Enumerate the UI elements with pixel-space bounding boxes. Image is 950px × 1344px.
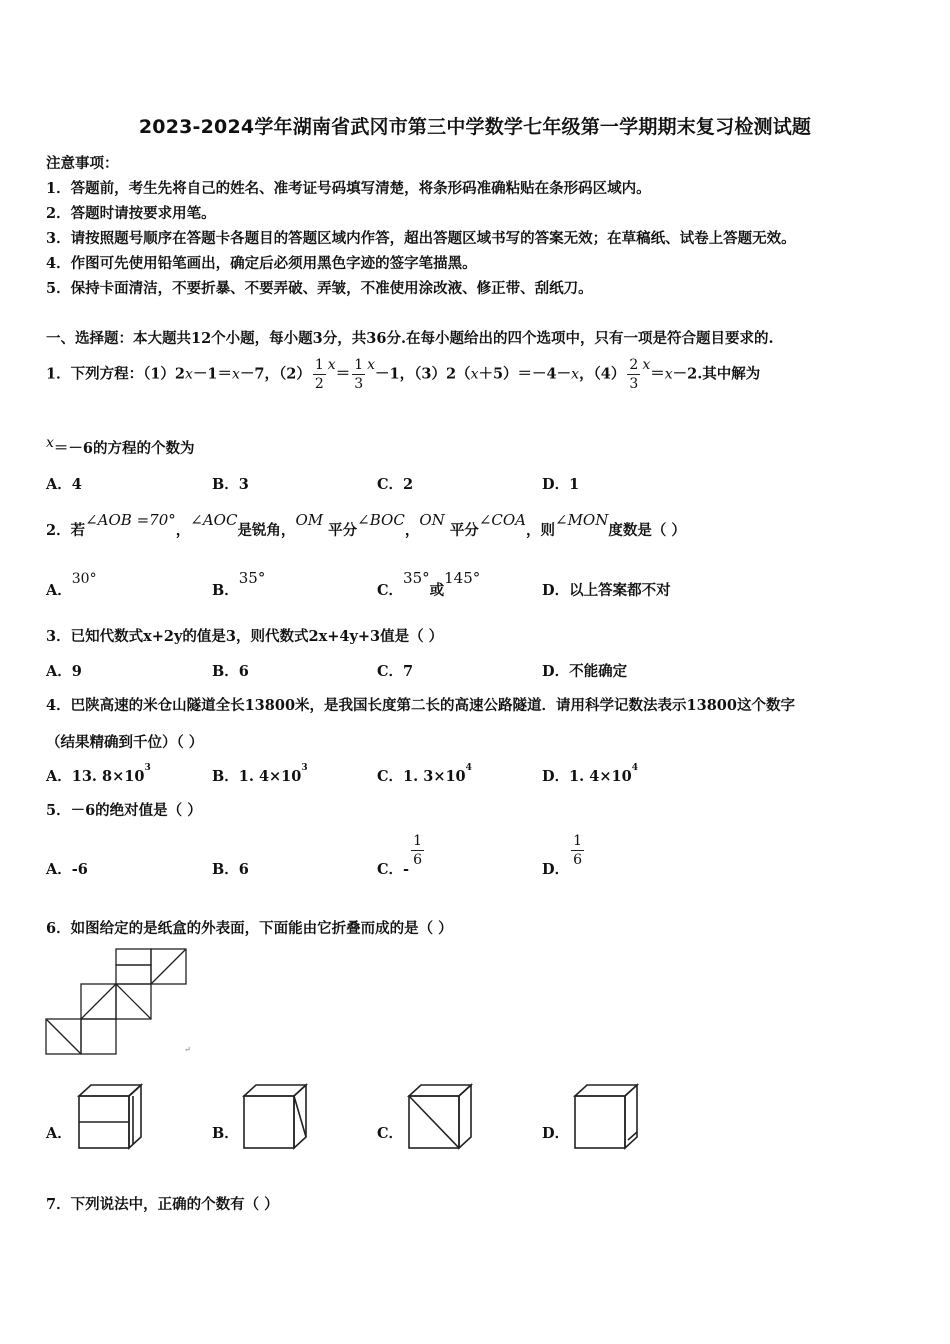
- q2-part-2: 是锐角，: [237, 522, 296, 539]
- q3-option-a: A．9: [46, 663, 82, 680]
- q2-part-6: 度数是（ ）: [608, 522, 686, 539]
- cube-c-side: [459, 1085, 471, 1148]
- q2-part-5: ，则: [526, 522, 555, 539]
- q4-option-b-text: B．1. 4×10: [212, 768, 302, 785]
- q2-option-c-or: 或: [429, 582, 445, 599]
- cube-b-front: [244, 1096, 294, 1148]
- q5-option-a: A．-6: [46, 861, 88, 878]
- q6-option-a: A．: [46, 1125, 72, 1142]
- q2-part-4: 平分: [449, 522, 479, 539]
- q1-part-6: ＋5）＝－4－: [478, 365, 572, 383]
- q2-option-a-value: 30°: [71, 571, 97, 587]
- q1-x-6: x: [571, 366, 580, 383]
- q6-option-d: D．: [542, 1125, 570, 1142]
- cube-d-side: [625, 1085, 637, 1148]
- q1-x-9: x: [46, 435, 54, 451]
- cube-a-top-line: [129, 1088, 138, 1096]
- q1-x-3: x: [327, 356, 336, 373]
- box-net-figure: [44, 946, 194, 1056]
- q4-option-b-exp: 3: [301, 763, 308, 773]
- net-square-1: [116, 965, 151, 984]
- q1-fraction-2: [352, 358, 365, 391]
- q1-fraction-3-den: 3: [629, 376, 639, 392]
- q6-option-c: C．: [377, 1125, 404, 1142]
- q1-x-1: x: [185, 366, 193, 383]
- q5-option-b: B．6: [212, 861, 249, 878]
- net-square-6: [81, 1019, 116, 1054]
- cube-b-side-diagonal: [294, 1096, 306, 1137]
- q1-option-a: A．4: [46, 476, 82, 493]
- q1-x-4: x: [367, 356, 376, 373]
- q2-option-b-value: 35°: [238, 569, 266, 587]
- q5-option-d-fraction: [571, 834, 584, 867]
- net-diagonal-1: [151, 949, 186, 984]
- notice-item-4: 4．作图可先使用铅笔画出，确定后必须用黑色字迹的签字笔描黑。: [46, 255, 477, 272]
- q1-fraction-1: [313, 358, 326, 391]
- q1-fraction-2-den: 3: [354, 376, 364, 392]
- q1-fraction-3: [627, 358, 640, 391]
- q1-option-d: D．1: [542, 476, 580, 493]
- q2-option-a: [46, 571, 97, 600]
- q1-line-2-text: ＝－6的方程的个数为: [53, 440, 195, 457]
- q1-part-4: ＝: [335, 365, 351, 383]
- q2-part-1: 2．若: [46, 522, 86, 539]
- q4-option-a-text: A．13. 8×10: [46, 768, 145, 785]
- q5-option-c-label: C．-: [377, 861, 410, 878]
- notice-heading: 注意事项：: [46, 155, 119, 172]
- q4-option-a-exp: 3: [144, 763, 151, 773]
- question-2: [46, 511, 686, 540]
- q1-part-3: －7，（2）: [239, 365, 311, 383]
- q1-part-1: 1．下列方程：（1）2: [46, 365, 186, 383]
- cube-c-front-diagonal: [409, 1096, 459, 1148]
- q5-option-d: [542, 833, 586, 878]
- q2-angle-coa: ∠COA: [478, 511, 526, 529]
- q2-angle-boc: ∠BOC: [357, 511, 405, 529]
- q2-on: ON: [419, 511, 445, 529]
- notice-item-2: 2．答题时请按要求用笔。: [46, 205, 216, 222]
- q5-option-c: [377, 833, 426, 878]
- cube-d-front: [575, 1096, 625, 1148]
- q4-option-c-exp: 4: [465, 763, 472, 773]
- q2-option-a-label: A．: [46, 582, 72, 599]
- q2-angle-mon: ∠MON: [555, 511, 609, 529]
- question-7: 7．下列说法中，正确的个数有（ ）: [46, 1196, 279, 1213]
- q4-option-c: [377, 765, 472, 786]
- net-mark: ↵: [184, 1045, 191, 1054]
- question-6: 6．如图给定的是纸盒的外表面，下面能由它折叠而成的是（ ）: [46, 920, 453, 937]
- net-top-small: [116, 949, 151, 965]
- q6-option-b: B．: [212, 1125, 239, 1142]
- q5-option-d-label: D．: [542, 861, 570, 878]
- q2-option-d: D．以上答案都不对: [542, 582, 671, 599]
- q2-sep-2: ，: [404, 522, 420, 539]
- q4-option-c-text: C．1. 3×10: [377, 768, 466, 785]
- q1-x-8: x: [664, 366, 673, 383]
- q4-option-b: [212, 765, 308, 786]
- q2-sep: ，: [175, 522, 191, 539]
- q1-x-2: x: [232, 366, 240, 383]
- notice-item-3: 3．请按照题号顺序在答题卡各题目的答题区域内作答，超出答题区域书写的答案无效；在草稿纸、试卷上答题无效。: [46, 230, 796, 247]
- q4-option-d-exp: 4: [631, 763, 638, 773]
- q2-angle-aoc: ∠AOC: [190, 511, 238, 529]
- q5-option-c-num: 1: [413, 833, 422, 849]
- q1-option-c: C．2: [377, 476, 414, 493]
- q1-x-5: x: [470, 366, 479, 383]
- q4-option-d: [542, 765, 638, 786]
- question-1: [46, 358, 760, 391]
- q1-fraction-3-num: 2: [629, 357, 639, 373]
- q2-option-b-label: B．: [212, 582, 239, 599]
- q2-angle-aob: ∠AOB =70°: [85, 511, 176, 529]
- question-4-line-2: （结果精确到千位）（ ）: [46, 734, 204, 751]
- q2-om: OM: [295, 511, 324, 529]
- q1-x-7: x: [642, 356, 651, 373]
- q3-option-c: C．7: [377, 663, 414, 680]
- q2-option-c-value-2: 145°: [444, 569, 481, 587]
- q1-fraction-2-num: 1: [354, 357, 364, 373]
- net-diagonal-3: [116, 984, 151, 1019]
- q2-option-c-value-1: 35°: [403, 569, 430, 587]
- q5-option-d-num: 1: [573, 833, 582, 849]
- q4-option-a: [46, 765, 151, 786]
- cube-option-d: [572, 1082, 646, 1152]
- q2-option-c: [377, 569, 481, 600]
- q1-part-2: －1＝: [192, 365, 233, 383]
- notice-item-1: 1．答题前，考生先将自己的姓名、准考证号码填写清楚，将条形码准确粘贴在条形码区域内。: [46, 180, 651, 197]
- q1-option-b: B．3: [212, 476, 249, 493]
- q2-option-b: [212, 569, 266, 600]
- q1-line-2: [46, 437, 195, 458]
- q1-fraction-1-num: 1: [314, 357, 324, 373]
- q3-option-b: B．6: [212, 663, 249, 680]
- section-one-heading: 一、选择题：本大题共12个小题，每小题3分，共36分.在每小题给出的四个选项中，只有一项是符合题目要求的.: [46, 330, 774, 347]
- question-4-line-1: 4．巴陕高速的米仓山隧道全长13800米，是我国长度第二长的高速公路隧道．请用科学记数法表示13800这个数字: [46, 697, 795, 714]
- q5-option-d-den: 6: [573, 852, 582, 868]
- q1-part-5: －1，（3）2（: [375, 365, 471, 383]
- q1-fraction-1-den: 2: [314, 376, 324, 392]
- exam-title: 2023-2024学年湖南省武冈市第三中学数学七年级第一学期期末复习检测试题: [138, 116, 812, 138]
- q1-part-8: ＝: [650, 365, 665, 383]
- net-diagonal-2: [81, 984, 116, 1019]
- cube-option-c: [406, 1082, 476, 1152]
- q3-option-d: D．不能确定: [542, 663, 628, 680]
- q5-option-c-den: 6: [413, 852, 422, 868]
- notice-item-5: 5．保持卡面清洁，不要折暴、不要弄破、弄皱，不准使用涂改液、修正带、刮纸刀。: [46, 280, 593, 297]
- q2-option-c-label: C．: [377, 582, 404, 599]
- question-5: 5．－6的绝对值是（ ）: [46, 802, 202, 819]
- q1-part-7: ，（4）: [579, 365, 626, 383]
- question-3: 3．已知代数式x+2y的值是3，则代数式2x+4y+3值是（ ）: [46, 628, 444, 645]
- net-diagonal-4: [46, 1019, 81, 1054]
- cube-option-b: [241, 1082, 311, 1152]
- q1-part-9: －2.其中解为: [672, 365, 761, 383]
- q5-option-c-fraction: [411, 834, 424, 867]
- cube-option-a: [76, 1082, 146, 1152]
- q2-part-3: 平分: [328, 522, 358, 539]
- q4-option-d-text: D．1. 4×10: [542, 768, 632, 785]
